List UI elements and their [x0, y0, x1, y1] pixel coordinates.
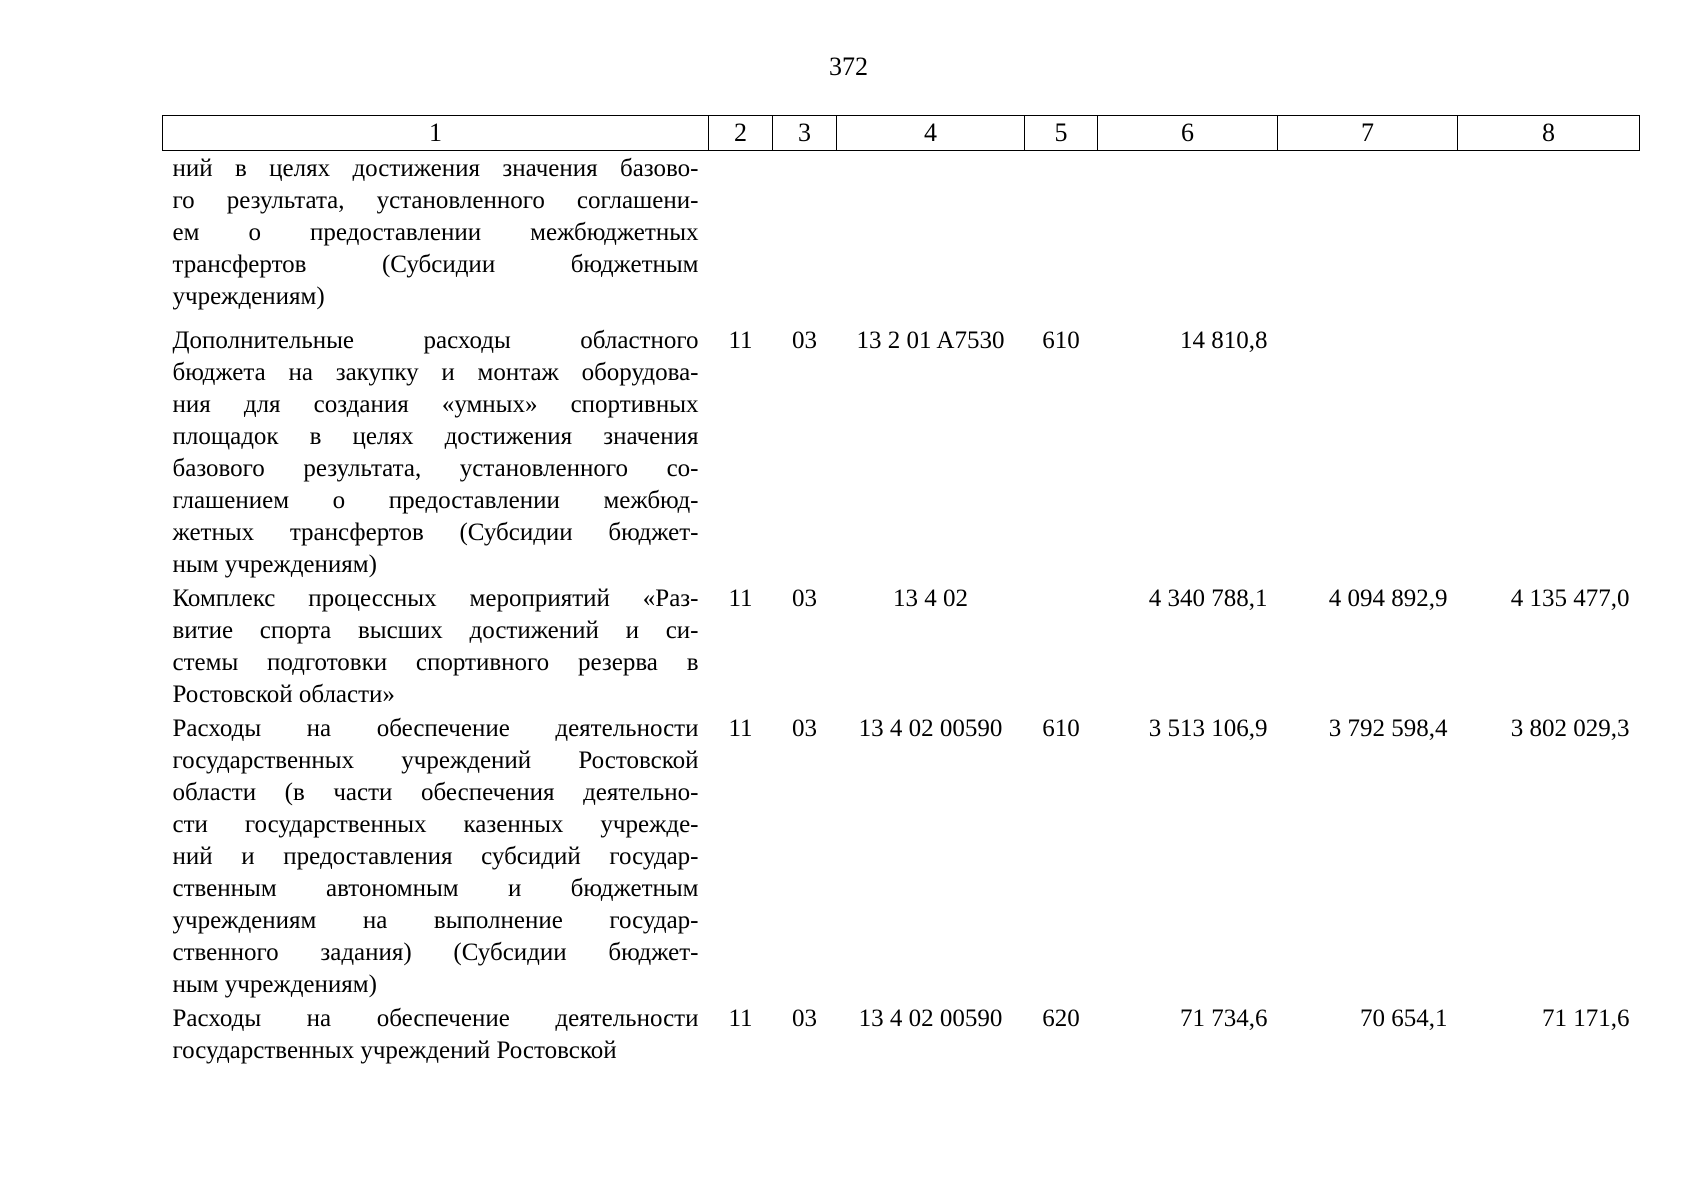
header-col-4: 4 — [837, 116, 1025, 151]
section-code: 11 — [728, 585, 753, 612]
section-code — [709, 151, 773, 314]
amount-col-8 — [1458, 151, 1640, 314]
expense-type-code: 610 — [1042, 327, 1080, 354]
row-description — [163, 151, 709, 314]
row-description — [163, 581, 709, 711]
subsection-code: 03 — [792, 327, 817, 354]
section-code: 11 — [728, 327, 753, 354]
expense-type-code — [1025, 151, 1098, 314]
description-line: ем о предоставлении межбюджетных — [172, 219, 699, 246]
description-line: го результата, установленного соглашени- — [172, 187, 699, 214]
description-line: Расходы на обеспечение деятельности — [172, 1005, 699, 1032]
header-col-5: 5 — [1025, 116, 1098, 151]
row-description — [163, 711, 709, 1001]
description-line: жетных трансфертов (Субсидии бюджет- — [172, 519, 699, 546]
description-line: учреждениям на выполнение государ- — [172, 907, 699, 934]
row-spacer — [163, 313, 1640, 323]
table-body — [163, 151, 1640, 1068]
header-col-2: 2 — [709, 116, 773, 151]
target-article-code: 13 4 02 00590 — [858, 715, 1003, 742]
amount-col-7: 4 094 892,9 — [1328, 585, 1448, 612]
header-col-1: 1 — [163, 116, 709, 151]
description-line: Ростовской области» — [172, 681, 395, 708]
amount-col-8: 3 802 029,3 — [1510, 715, 1630, 742]
amount-col-8: 71 171,6 — [1542, 1005, 1630, 1032]
description-line: Дополнительные расходы областного — [172, 327, 699, 354]
amount-col-7: 70 654,1 — [1360, 1005, 1448, 1032]
description-line: области (в части обеспечения деятельно- — [172, 779, 699, 806]
amount-col-6: 14 810,8 — [1180, 327, 1268, 354]
table-row — [163, 151, 1640, 314]
amount-col-7 — [1278, 323, 1458, 581]
description-line: ний в целях достижения значения базово- — [172, 155, 699, 182]
subsection-code: 03 — [792, 715, 817, 742]
amount-col-6 — [1098, 151, 1278, 314]
table-row — [163, 581, 1640, 711]
table-header-row — [163, 116, 1640, 151]
section-code: 11 — [728, 715, 753, 742]
subsection-code — [773, 151, 837, 314]
page-number: 372 — [829, 52, 868, 81]
table-row — [163, 1001, 1640, 1067]
description-line: Расходы на обеспечение деятельности — [172, 715, 699, 742]
header-col-3: 3 — [773, 116, 837, 151]
description-line: ным учреждениям) — [172, 971, 377, 998]
description-line: глашением о предоставлении межбюд- — [172, 487, 699, 514]
row-description — [163, 1001, 709, 1067]
spacer-cell — [163, 313, 1640, 323]
description-line: базового результата, установленного со- — [172, 455, 699, 482]
description-line: ственным автономным и бюджетным — [172, 875, 699, 902]
amount-col-6: 4 340 788,1 — [1148, 585, 1268, 612]
header-col-6: 6 — [1098, 116, 1278, 151]
amount-col-8: 4 135 477,0 — [1510, 585, 1630, 612]
description-line: трансфертов (Субсидии бюджетным — [172, 251, 699, 278]
header-col-7: 7 — [1278, 116, 1458, 151]
description-line: ния для создания «умных» спортивных — [172, 391, 699, 418]
table-row — [163, 711, 1640, 1001]
target-article-code: 13 4 02 00590 — [858, 1005, 1003, 1032]
amount-col-7 — [1278, 151, 1458, 314]
subsection-code: 03 — [792, 1005, 817, 1032]
description-line: ственного задания) (Субсидии бюджет- — [172, 939, 699, 966]
amount-col-6: 3 513 106,9 — [1148, 715, 1268, 742]
amount-col-7: 3 792 598,4 — [1328, 715, 1448, 742]
row-description — [163, 323, 709, 581]
amount-col-6: 71 734,6 — [1180, 1005, 1268, 1032]
section-code: 11 — [728, 1005, 753, 1032]
target-article-code — [837, 151, 1025, 314]
description-line: ний и предоставления субсидий государ- — [172, 843, 699, 870]
expense-type-code: 610 — [1042, 715, 1080, 742]
subsection-code: 03 — [792, 585, 817, 612]
description-line: государственных учреждений Ростовской — [172, 1037, 617, 1064]
description-line: Комплекс процессных мероприятий «Раз- — [172, 585, 699, 612]
budget-table — [162, 115, 1640, 1067]
description-line: бюджета на закупку и монтаж оборудова- — [172, 359, 699, 386]
description-line: государственных учреждений Ростовской — [172, 747, 699, 774]
expense-type-code: 620 — [1042, 1005, 1080, 1032]
target-article-code: 13 4 02 — [893, 585, 968, 612]
target-article-code: 13 2 01 A7530 — [856, 327, 1005, 354]
description-line: витие спорта высших достижений и си- — [172, 617, 699, 644]
header-col-8: 8 — [1458, 116, 1640, 151]
expense-type-code — [1025, 581, 1098, 711]
amount-col-8 — [1458, 323, 1640, 581]
description-line: ным учреждениям) — [172, 551, 377, 578]
description-line: учреждениям) — [172, 283, 325, 310]
description-line: сти государственных казенных учрежде- — [172, 811, 699, 838]
table-row — [163, 323, 1640, 581]
description-line: площадок в целях достижения значения — [172, 423, 699, 450]
description-line: стемы подготовки спортивного резерва в — [172, 649, 699, 676]
